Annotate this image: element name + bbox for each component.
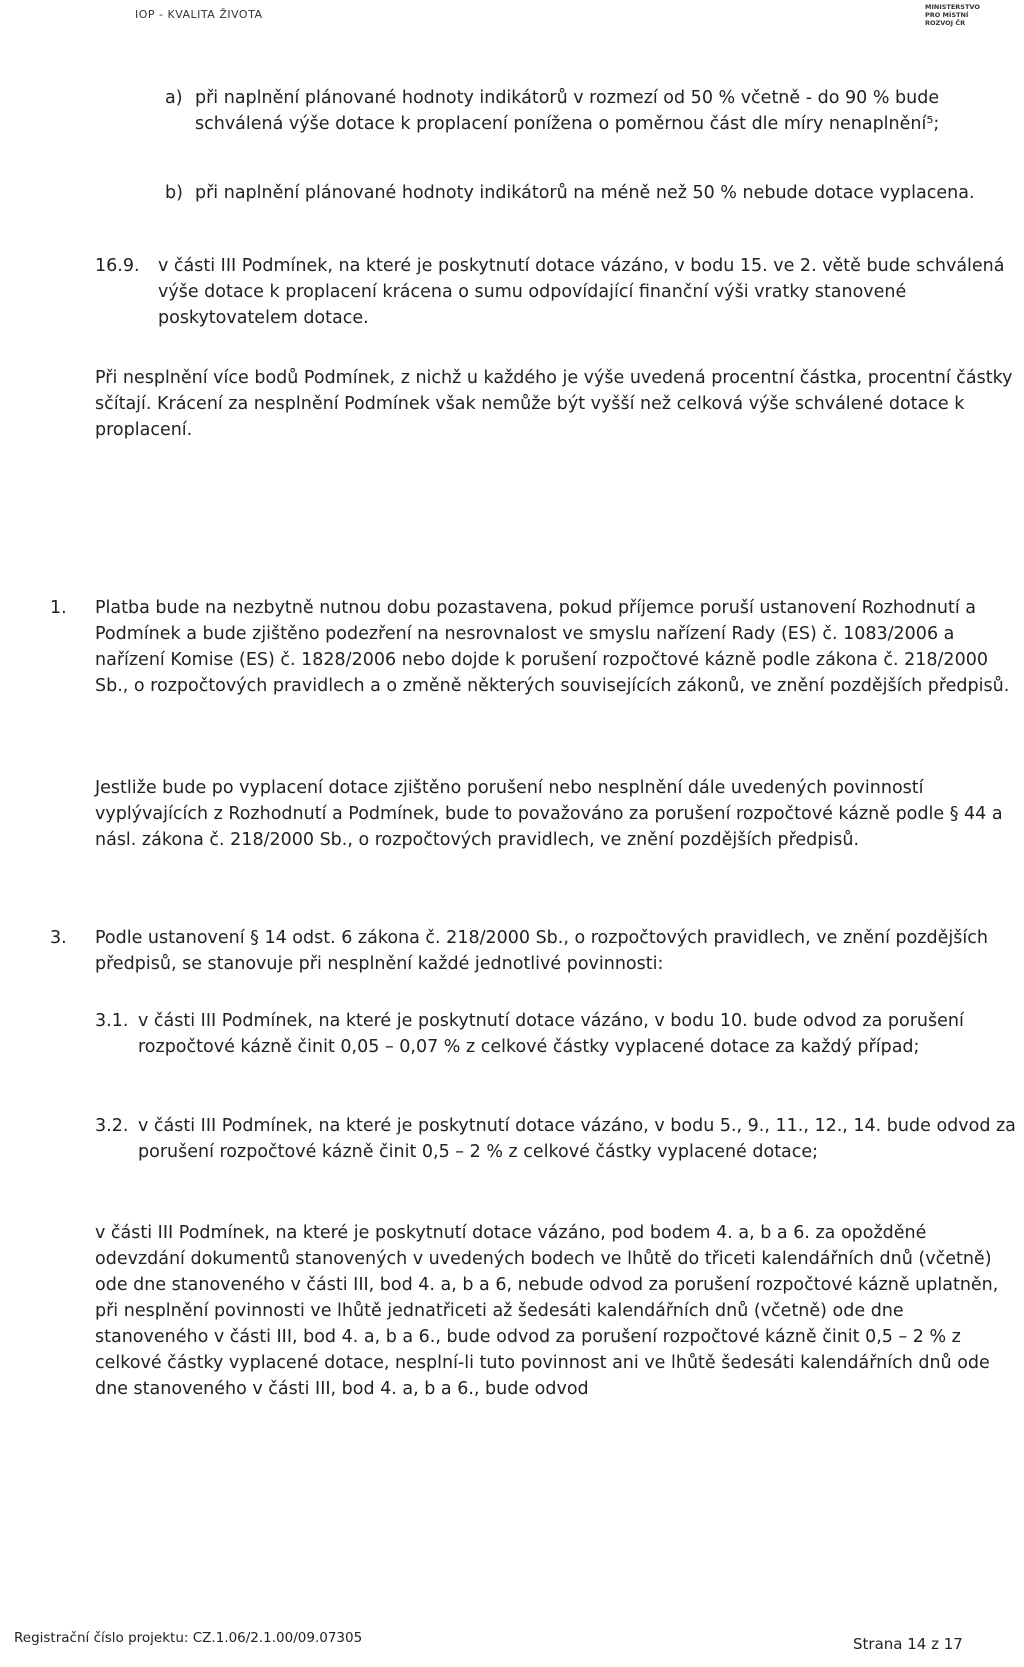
point-1-text: Platba bude na nezbytně nutnou dobu pozastavena, pokud příjemce poruší ustanovení Rozhodnutí a Podmínek a bude zjištěno podezření na nesrovnalost ve smyslu nařízení Rady (ES) č. 1083/2006 a nařízení Komise (ES) č. 1828/2006 nebo dojde k porušení rozpočtové kázně podle zákona č. 218/2000 Sb., o rozpočtových pravidlech a o změně některých souvisejících zákonů, ve znění pozdějších předpisů.: [95, 598, 1010, 696]
point-2-text: Jestliže bude po vyplacení dotace zjištěno porušení nebo nesplnění dále uvedených povinností vyplývajících z Rozhodnutí a Podmínek, bude to považováno za porušení rozpočtové kázně podle § 44 a násl. zákona č. 218/2000 Sb., o rozpočtových pravidlech, ve znění pozdějších předpisů.: [95, 778, 1003, 850]
header-program-title: IOP - KVALITA ŽIVOTA: [135, 8, 263, 21]
multiple-breach-paragraph: Při nesplnění více bodů Podmínek, z nichž u každého je výše uvedená procentní částka, procentní částky sčítají. Krácení za nesplnění Podmínek však nemůže být vyšší než celková výše schválené dotace k proplacení.: [95, 368, 1013, 440]
logo-line-3: ROZVOJ ČR: [925, 19, 966, 27]
logo-line-2: PRO MÍSTNÍ: [925, 11, 969, 19]
point-1-label: 1.: [50, 598, 67, 618]
item-16-9-text: v části III Podmínek, na které je poskytnutí dotace vázáno, v bodu 15. ve 2. větě bude schválená výše dotace k proplacení krácena o sumu odpovídající finanční výši vratky stanovené poskytovatelem dotace.: [158, 256, 1005, 328]
item-b-text: při naplnění plánované hodnoty indikátorů na méně než 50 % nebude dotace vyplacena.: [195, 183, 975, 203]
footer-registration-number: Registrační číslo projektu: CZ.1.06/2.1.00/09.07305: [14, 1630, 363, 1646]
item-16-9-label: 16.9.: [95, 256, 140, 276]
item-b-label: b): [165, 183, 183, 203]
point-3-2-text: v části III Podmínek, na které je poskytnutí dotace vázáno, v bodu 5., 9., 11., 12., 14. bude odvod za porušení rozpočtové kázně činit 0,5 – 2 % z celkové částky vyplacené dotace;: [138, 1116, 1016, 1162]
point-3-label: 3.: [50, 928, 67, 948]
point-3-1-label: 3.1.: [95, 1011, 129, 1031]
footer-page-number: Strana 14 z 17: [853, 1635, 963, 1653]
point-3-1-text: v části III Podmínek, na které je poskytnutí dotace vázáno, v bodu 10. bude odvod za porušení rozpočtové kázně činit 0,05 – 0,07 % z celkové částky vyplacené dotace za každý případ;: [138, 1011, 964, 1057]
point-3-3-text: v části III Podmínek, na které je poskytnutí dotace vázáno, pod bodem 4. a, b a 6. za opožděné odevzdání dokumentů stanovených v uvedených bodech ve lhůtě do třiceti kalendářních dnů (včetně) ode dne stanoveného v části III, bod 4. a, b a 6, nebude odvod za porušení rozpočtové kázně uplatněn, při nesplnění povinnosti ve lhůtě jednatřiceti až šedesáti kalendářních dnů (včetně) ode dne stanoveného v části III, bod 4. a, b a 6., bude odvod za porušení rozpočtové kázně činit 0,5 – 2 % z celkové částky vyplacené dotace, nesplní-li tuto povinnost ani ve lhůtě šedesáti kalendářních dnů ode dne stanoveného v části III, bod 4. a, b a 6., bude odvod: [95, 1223, 999, 1399]
item-a-label: a): [165, 88, 183, 108]
item-a-text: při naplnění plánované hodnoty indikátorů v rozmezí od 50 % včetně - do 90 % bude schválená výše dotace k proplacení ponížena o poměrnou část dle míry nenaplnění⁵;: [195, 88, 940, 134]
logo-line-1: MINISTERSTVO: [925, 3, 980, 11]
ministry-logo: [925, 3, 980, 27]
point-3-text: Podle ustanovení § 14 odst. 6 zákona č. 218/2000 Sb., o rozpočtových pravidlech, ve znění pozdějších předpisů, se stanovuje při nesplnění každé jednotlivé povinnosti:: [95, 928, 988, 974]
point-3-2-label: 3.2.: [95, 1116, 129, 1136]
